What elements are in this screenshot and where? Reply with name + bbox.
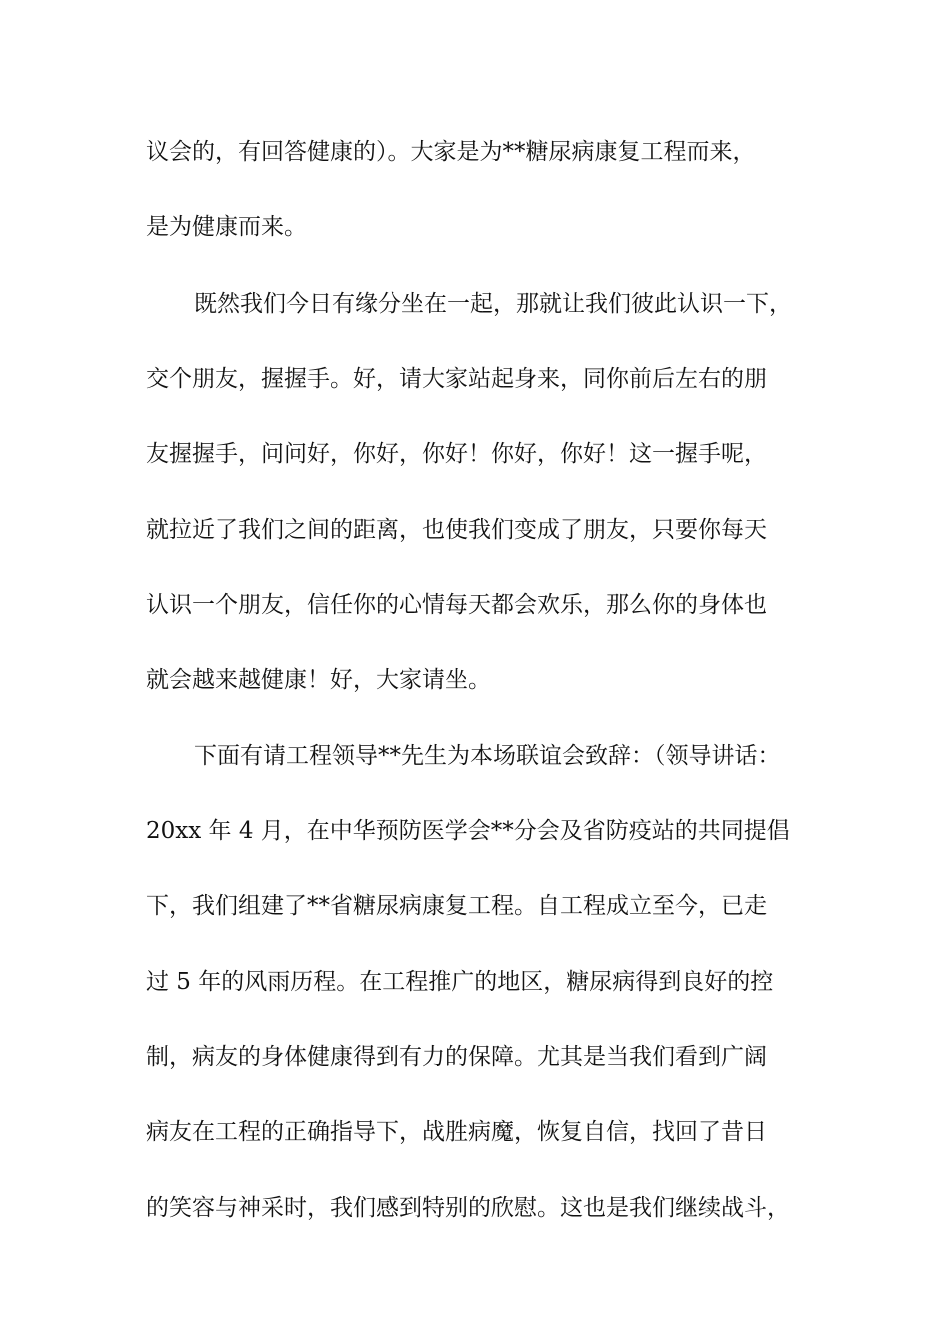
text-line-content: 认识一个朋友，信任你的心情每天都会欢乐，那么你的身体也 [146, 592, 767, 618]
text-line [0, 962, 950, 1002]
text-line-content: 的笑容与神采时，我们感到特别的欣慰。这也是我们继续战斗， [146, 1195, 790, 1221]
text-line [0, 660, 950, 700]
text-line-content: 20xx 年 4 月，在中华预防医学会**分会及省防疫站的共同提倡 [146, 818, 790, 844]
text-line-content: 下，我们组建了**省糖尿病康复工程。自工程成立至今，已走 [146, 893, 767, 919]
text-line-content: 下面有请工程领导**先生为本场联谊会致辞：（领导讲话： [194, 743, 781, 769]
text-line [0, 284, 950, 324]
text-line-content: 制，病友的身体健康得到有力的保障。尤其是当我们看到广阔 [146, 1044, 767, 1070]
text-line [0, 886, 950, 926]
text-line [0, 1112, 950, 1152]
text-line-content: 交个朋友，握握手。好，请大家站起身来，同你前后左右的朋 [146, 366, 767, 392]
text-line [0, 207, 950, 247]
text-line-content: 友握握手，问问好，你好，你好！你好，你好！这一握手呢， [146, 441, 767, 467]
text-line-content: 是为健康而来。 [146, 214, 307, 240]
text-line [0, 434, 950, 474]
text-line-content: 就会越来越健康！好，大家请坐。 [146, 667, 491, 693]
text-line [0, 736, 950, 776]
text-line-content: 就拉近了我们之间的距离，也使我们变成了朋友，只要你每天 [146, 517, 767, 543]
text-line [0, 811, 950, 851]
text-line [0, 1037, 950, 1077]
text-line [0, 585, 950, 625]
text-line-content: 过 5 年的风雨历程。在工程推广的地区，糖尿病得到良好的控 [146, 969, 774, 995]
text-line-content: 既然我们今日有缘分坐在一起，那就让我们彼此认识一下， [194, 291, 792, 317]
text-line [0, 510, 950, 550]
text-line [0, 359, 950, 399]
text-line [0, 132, 950, 172]
text-line-content: 病友在工程的正确指导下，战胜病魔，恢复自信，找回了昔日 [146, 1119, 767, 1145]
text-line-content: 议会的，有回答健康的）。大家是为**糖尿病康复工程而来， [146, 139, 756, 165]
text-line [0, 1188, 950, 1228]
